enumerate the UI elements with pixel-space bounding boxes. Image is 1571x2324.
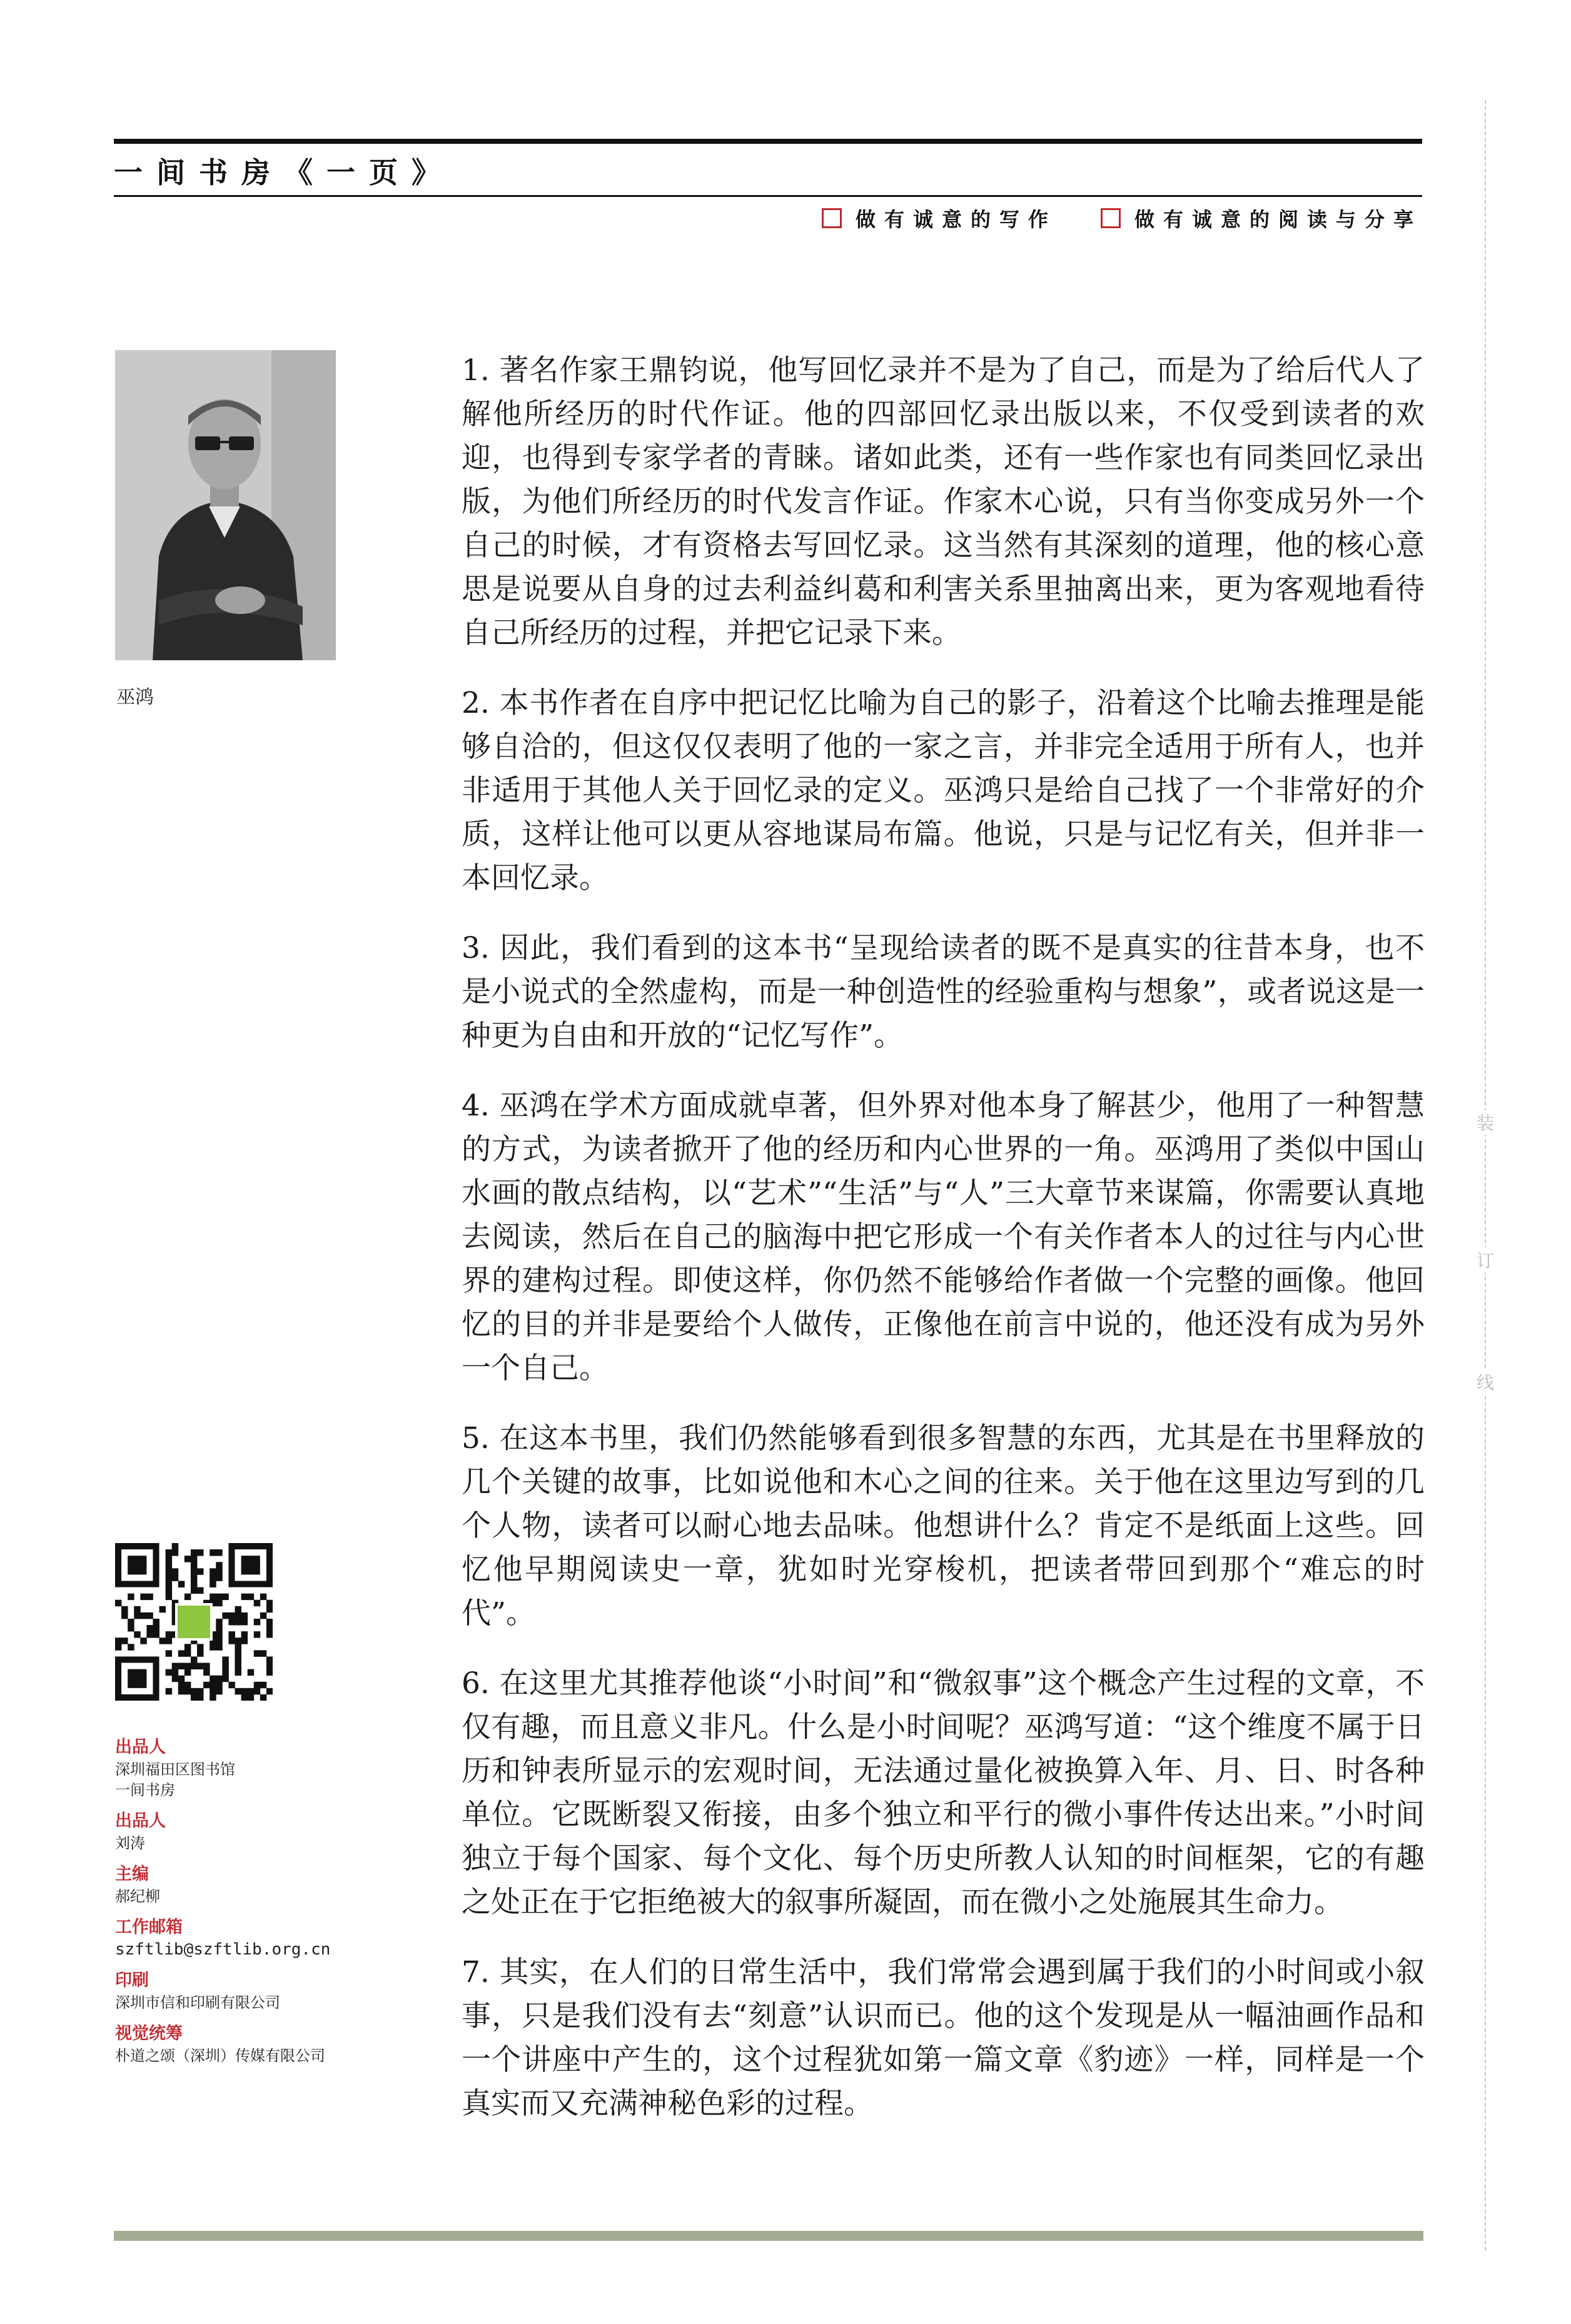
page-header-title: 一间书房《一页》 <box>114 156 454 189</box>
credit-line: 朴道之颂（深圳）传媒有限公司 <box>115 2047 325 2065</box>
slogan-text: 做有诚意的阅读与分享 <box>1134 208 1422 231</box>
header-top-rule <box>114 139 1422 144</box>
article-paragraph: 5. 在这本书里，我们仍然能够看到很多智慧的东西，尤其是在书里释放的几个关键的故事，比如说他和木心之间的往来。关于他在这里边写到的几个人物，读者可以耐心地去品味。他想讲什么？肯定不是纸面上这些。回忆他早期阅读史一章，犹如时光穿梭机，把读者带回到那个“难忘的时代”。 <box>462 1421 1425 1631</box>
slogan-item <box>1101 204 1422 233</box>
binding-mark: 装 <box>1474 1110 1497 1135</box>
binding-mark: 订 <box>1474 1247 1497 1272</box>
article-paragraph: 4. 巫鸿在学术方面成就卓著，但外界对他本身了解甚少，他用了一种智慧的方式，为读者掀开了他的经历和内心世界的一角。巫鸿用了类似中国山水画的散点结构，以“艺术”“生活”与“人”三大章节来谋篇，你需要认真地去阅读，然后在自己的脑海中把它形成一个有关作者本人的过往与内心世界的建构过程。即使这样，你仍然不能够给作者做一个完整的画像。他回忆的目的并非是要给个人做传，正像他在前言中说的，他还没有成为另外一个自己。 <box>462 1089 1425 1386</box>
qr-code-icon <box>115 1543 273 1701</box>
credit-block <box>115 2022 428 2066</box>
footer-bar <box>114 2231 1423 2241</box>
author-portrait <box>115 350 336 660</box>
slogan-item <box>822 204 1057 233</box>
credit-label: 工作邮箱 <box>115 1918 183 1937</box>
credit-label: 主编 <box>115 1864 149 1884</box>
qr-code <box>115 1543 273 1701</box>
credit-block <box>115 1736 428 1801</box>
article-paragraph: 7. 其实，在人们的日常生活中，我们常常会遇到属于我们的小时间或小叙事，只是我们没有去“刻意”认识而已。他的这个发现是从一幅油画作品和一个讲座中产生的，这个过程犹如第一篇文章《豹迹》一样，同样是一个真实而又充满神秘色彩的过程。 <box>462 1955 1425 2121</box>
credit-line: 深圳福田区图书馆 <box>115 1761 235 1778</box>
checkbox-square-icon <box>1101 208 1121 228</box>
slogan-bar <box>822 204 1422 233</box>
credit-line: 一间书房 <box>115 1781 175 1799</box>
credits-section <box>115 1736 428 2075</box>
credit-line: 深圳市信和印刷有限公司 <box>115 1994 280 2011</box>
article-paragraph: 6. 在这里尤其推荐他谈“小时间”和“微叙事”这个概念产生过程的文章，不仅有趣，而且意义非凡。什么是小时间呢？巫鸿写道：“这个维度不属于日历和钟表所显示的宏观时间，无法通过量化被换算入年、月、日、时各种单位。它既断裂又衔接，由多个独立和平行的微小事件传达出来。”小时间独立于每个国家、每个文化、每个历史所教人认知的时间框架，它的有趣之处正在于它拒绝被大的叙事所凝固，而在微小之处施展其生命力。 <box>462 1666 1425 1919</box>
slogan-text: 做有诚意的写作 <box>855 208 1057 231</box>
article-paragraph: 2. 本书作者在自序中把记忆比喻为自己的影子，沿着这个比喻去推理是能够自洽的，但这仅仅表明了他的一家之言，并非完全适用于所有人，也并非适用于其他人关于回忆录的定义。巫鸿只是给自己找了一个非常好的介质，这样让他可以更从容地谋局布篇。他说，只是与记忆有关，但并非一本回忆录。 <box>462 686 1425 895</box>
credit-block <box>115 1916 428 1960</box>
binding-dashed-line <box>1485 100 1486 2251</box>
credit-line: 郝纪柳 <box>115 1888 160 1905</box>
credit-line: 刘涛 <box>115 1834 145 1852</box>
credit-block <box>115 1809 428 1854</box>
credit-label: 印刷 <box>115 1971 149 1990</box>
portrait-caption: 巫鸿 <box>116 687 154 708</box>
article-paragraph: 1. 著名作家王鼎钧说，他写回忆录并不是为了自己，而是为了给后代人了解他所经历的时代作证。他的四部回忆录出版以来，不仅受到读者的欢迎，也得到专家学者的青睐。诸如此类，还有一些作家也有同类回忆录出版，为他们所经历的时代发言作证。作家木心说，只有当你变成另外一个自己的时候，才有资格去写回忆录。这当然有其深刻的道理，他的核心意思是说要从自身的过去利益纠葛和利害关系里抽离出来，更为客观地看待自己所经历的过程，并把它记录下来。 <box>462 353 1425 650</box>
article-body <box>462 349 1425 2152</box>
binding-mark: 线 <box>1474 1369 1497 1394</box>
credit-block <box>115 1863 428 1907</box>
email-link[interactable]: szftlib@szftlib.org.cn <box>115 1940 331 1959</box>
credit-label: 视觉统筹 <box>115 2024 183 2043</box>
checkbox-square-icon <box>822 208 842 228</box>
article-paragraph: 3. 因此，我们看到的这本书“呈现给读者的既不是真实的往昔本身，也不是小说式的全然虚构，而是一种创造性的经验重构与想象”，或者说这是一种更为自由和开放的“记忆写作”。 <box>462 931 1425 1053</box>
credit-block <box>115 1969 428 2013</box>
portrait-illustration <box>115 350 336 660</box>
header-bottom-rule <box>114 195 1422 197</box>
credit-label: 出品人 <box>115 1811 166 1831</box>
credit-label: 出品人 <box>115 1738 166 1757</box>
